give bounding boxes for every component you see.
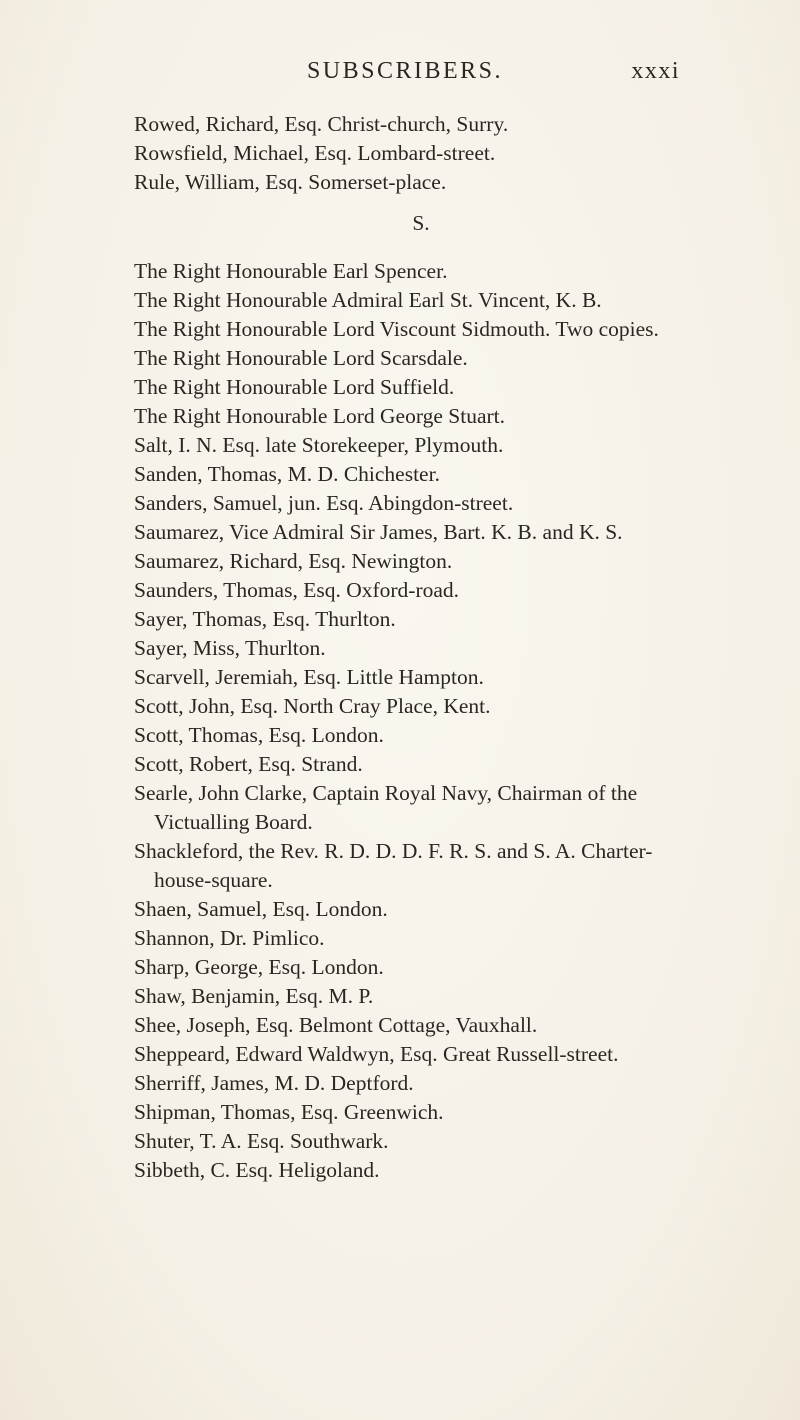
list-item: Shipman, Thomas, Esq. Greenwich. (134, 1100, 444, 1124)
entry-first-line: Searle, John Clarke, Captain Royal Navy, Chairman of the (134, 781, 638, 805)
entry-continuation-line: house-square. (154, 868, 273, 892)
list-item: Shuter, T. A. Esq. Southwark. (134, 1129, 389, 1153)
list-item: Rowsfield, Michael, Esq. Lombard-street. (134, 141, 496, 165)
list-item: The Right Honourable Admiral Earl St. Vincent, K. B. (134, 288, 602, 312)
page-header (130, 58, 680, 94)
list-item: Sayer, Miss, Thurlton. (134, 636, 326, 660)
subscriber-list (134, 110, 694, 1185)
entry-first-line: Shackleford, the Rev. R. D. D. D. F. R. S. and S. A. Charter- (134, 839, 653, 863)
list-item: Sheppeard, Edward Waldwyn, Esq. Great Russell-street. (134, 1042, 619, 1066)
list-item: Shee, Joseph, Esq. Belmont Cottage, Vauxhall. (134, 1013, 538, 1037)
list-item: Sanders, Samuel, jun. Esq. Abingdon-street. (134, 491, 514, 515)
list-item: Saumarez, Vice Admiral Sir James, Bart. K. B. and K. S. (134, 520, 623, 544)
list-item: Scott, John, Esq. North Cray Place, Kent. (134, 694, 491, 718)
list-item (134, 837, 694, 895)
list-item: Shaw, Benjamin, Esq. M. P. (134, 984, 374, 1008)
list-item: Saumarez, Richard, Esq. Newington. (134, 549, 453, 573)
list-item: Sibbeth, C. Esq. Heligoland. (134, 1158, 380, 1182)
page-number: xxxi (631, 58, 680, 84)
list-item: The Right Honourable Earl Spencer. (134, 259, 448, 283)
list-item: Shannon, Dr. Pimlico. (134, 926, 325, 950)
list-item: Shaen, Samuel, Esq. London. (134, 897, 388, 921)
list-item: Sanden, Thomas, M. D. Chichester. (134, 462, 440, 486)
list-item: Sherriff, James, M. D. Deptford. (134, 1071, 414, 1095)
list-item (134, 779, 694, 837)
running-title: SUBSCRIBERS. (306, 58, 504, 84)
list-item: Salt, I. N. Esq. late Storekeeper, Plymouth. (134, 433, 504, 457)
list-item: The Right Honourable Lord George Stuart. (134, 404, 505, 428)
section-heading: S. (412, 211, 430, 235)
list-item: Scarvell, Jeremiah, Esq. Little Hampton. (134, 665, 484, 689)
list-item: The Right Honourable Lord Suffield. (134, 375, 455, 399)
entry-continuation-line: Victualling Board. (154, 810, 313, 834)
list-item: The Right Honourable Lord Scarsdale. (134, 346, 468, 370)
list-item: Sharp, George, Esq. London. (134, 955, 384, 979)
list-item: Scott, Thomas, Esq. London. (134, 723, 384, 747)
list-item: Rowed, Richard, Esq. Christ-church, Surry. (134, 112, 509, 136)
list-item: The Right Honourable Lord Viscount Sidmouth. Two copies. (134, 317, 659, 341)
list-item: Saunders, Thomas, Esq. Oxford-road. (134, 578, 460, 602)
list-item: Sayer, Thomas, Esq. Thurlton. (134, 607, 396, 631)
list-item: Rule, William, Esq. Somerset-place. (134, 170, 447, 194)
list-item: Scott, Robert, Esq. Strand. (134, 752, 363, 776)
